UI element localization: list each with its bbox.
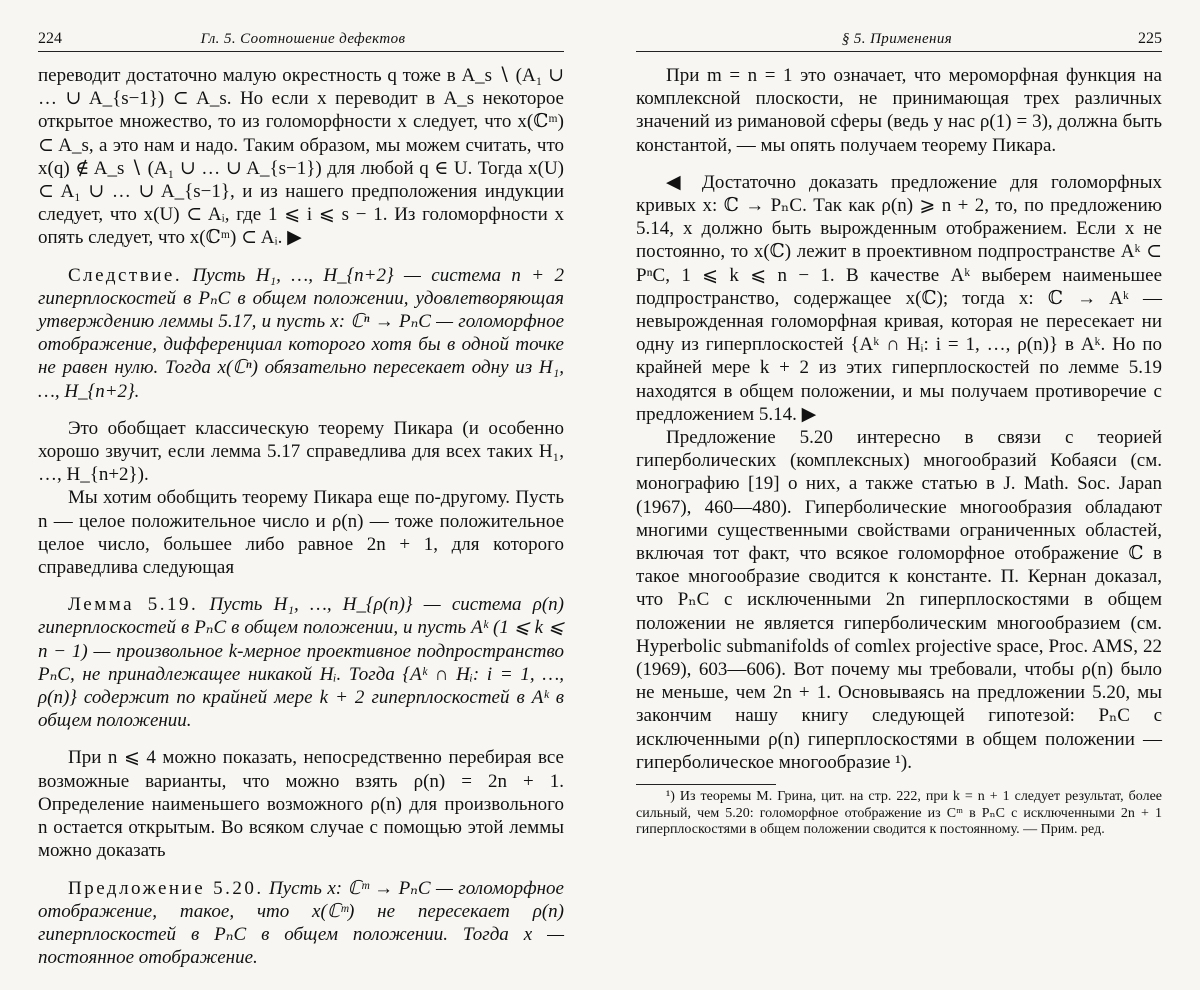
- left-para-3: Это обобщает классическую теорему Пикара (и особенно хорошо звучит, если лемма 5.17 справедлива для всех таких H₁, …, H_{n+2}).: [38, 417, 564, 486]
- left-page: [38, 30, 564, 969]
- right-page-number: 225: [1137, 30, 1162, 47]
- left-para-1: переводит достаточно малую окрестность q тоже в A_s ∖ (A₁ ∪ … ∪ A_{s−1}) ⊂ A_s. Но если x переводит в A_s некоторое открытое множество, то из голоморфности x следует, что x(ℂᵐ) ⊂ A_s, а это нам и надо. Таким образом, мы можем считать, что x(q) ∉ A_s ∖ (A₁ ∪ … ∪ A_{s−1}) для любой q ∈ U. Тогда x(U) ⊂ A₁ ∪ … ∪ A_{s−1}, и из нашего предположения индукции следует, что x(U) ⊂ Aᵢ, где 1 ⩽ i ⩽ s − 1. Из голоморфности x опять следует, что x(ℂᵐ) ⊂ Aᵢ. ▶: [38, 65, 564, 249]
- footnote: ¹) Из теоремы М. Грина, цит. на стр. 222, при k = n + 1 следует результат, более сильный, чем 5.20: голоморфное отображение из Cᵐ в PₙC с исключенными 2n + 1 гиперплоскостями в общем положении сводится к постоянному. — Прим. ред.: [636, 789, 1162, 838]
- left-para-6: При n ⩽ 4 можно показать, непосредственно перебирая все возможные варианты, что можно взять ρ(n) = 2n + 1. Определение наименьшего возможного ρ(n) для произвольного n остается открытым. Во всяком случае с помощью этой леммы можно доказать: [38, 747, 564, 862]
- corollary: [38, 264, 564, 403]
- right-para-1: При m = n = 1 это означает, что мероморфная функция на комплексной плоскости, не принимающая трех различных значений из римановой сферы (ведь у нас ρ(1) = 3), должна быть константой, — мы опять получаем теорему Пикара.: [636, 65, 1162, 156]
- right-para-3: Предложение 5.20 интересно в связи с теорией гиперболических (комплексных) многообразий Кобаяси (см. монографию [19] о них, а также статью в J. Math. Soc. Japan (1967), 460—480). Гиперболические многообразия обладают многими существенными свойствами ограниченных областей, включая тот факт, что всякое голоморфное отображение ℂ в такое многообразие сводится к константе. П. Кернан доказал, что PₙC с исключенными 2n гиперплоскостями в общем положении не является гиперболическим многообразием (см. Hyperbolic submanifolds of comlex projective space, Proc. AMS, 22 (1969), 603—606). Вот почему мы требовали, чтобы ρ(n) было не меньше, чем 2n + 1. Основываясь на предложении 5.20, мы закончим нашу книгу следующей гипотезой: PₙC с исключенными ρ(n) гиперплоскостями в общем положении — гиперболическое многообразие ¹).: [636, 427, 1162, 773]
- footnote-rule: [636, 784, 776, 785]
- proposition-text: Пусть x: ℂᵐ → PₙC — голоморфное отображение, такое, что x(ℂᵐ) не пересекает ρ(n) гиперплоскостей в PₙC в общем положении. Тогда x — постоянное отображение.: [38, 877, 564, 969]
- lemma-label: Лемма 5.19.: [68, 594, 199, 616]
- proof-paragraph: ◀ Достаточно доказать предложение для голоморфных кривых x: ℂ → PₙC. Так как ρ(n) ⩾ n + 2, то, по предложению 5.14, x должно быть вырожденным отображением. Если x не постоянно, то x(ℂ) лежит в проективном подпространстве Aᵏ ⊂ PⁿC, 1 ⩽ k ⩽ n − 1. В качестве Aᵏ выберем наименьшее подпространство, содержащее x(ℂ); тогда x: ℂ → Aᵏ — невырожденная голоморфная кривая, которая не пересекает ни одну из гиперплоскостей {Aᵏ ∩ Hᵢ: i = 1, …, ρ(n)} в Aᵏ. Но по крайней мере k + 2 из этих гиперплоскостей по лемме 5.19 находятся в общем положении, и мы получаем противоречие с предложением 5.14. ▶: [636, 171, 1162, 425]
- left-page-number: 224: [38, 30, 62, 47]
- proposition-5-20: [38, 877, 564, 970]
- lemma-5-19: [38, 593, 564, 732]
- lemma-text: Пусть H₁, …, H_{ρ(n)} — система ρ(n) гиперплоскостей в PₙC в общем положении, и пусть Aᵏ (1 ⩽ k ⩽ n − 1) — произвольное k-мерное проективное подпространство PₙC, не принадлежащее никакой Hᵢ. Тогда {Aᵏ ∩ Hᵢ: i = 1, …, ρ(n)} содержит по крайней мере k + 2 гиперплоскостей в Aᵏ в общем положении.: [38, 594, 564, 732]
- left-running-head: [38, 30, 564, 52]
- proposition-label: Предложение 5.20.: [68, 877, 264, 899]
- right-running-head: [636, 30, 1162, 52]
- right-running-title: § 5. Применения: [841, 31, 953, 47]
- corollary-text: Пусть H₁, …, H_{n+2} — система n + 2 гиперплоскостей в PₙC в общем положении, удовлетворяющая утверждению леммы 5.17, и пусть x: ℂⁿ → PₙC — голоморфное отображение, дифференциал которого хотя бы в одной точке не равен нулю. Тогда x(ℂⁿ) обязательно пересекает одну из H₁, …, H_{n+2}.: [38, 264, 564, 402]
- left-para-4: Мы хотим обобщить теорему Пикара еще по-другому. Пусть n — целое положительное число и ρ(n) — тоже положительное целое число, большее либо равное 2n + 1, для которого справедлива следующая: [38, 487, 564, 579]
- corollary-label: Следствие.: [68, 264, 183, 286]
- left-running-title: Гл. 5. Соотношение дефектов: [200, 31, 406, 47]
- right-page: [636, 30, 1162, 839]
